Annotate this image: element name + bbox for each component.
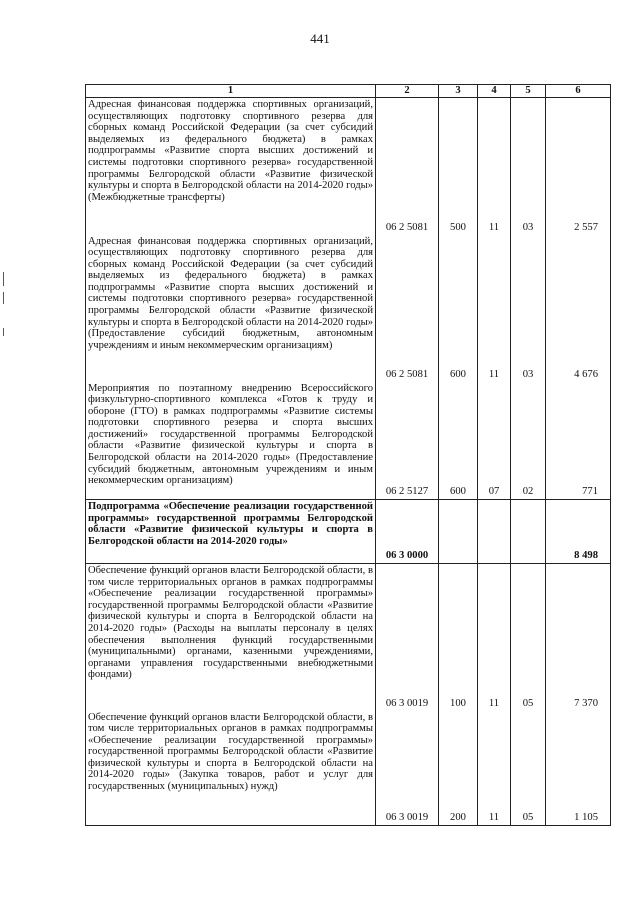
row-amount: 8 498 (546, 500, 611, 564)
scan-mark (3, 292, 4, 304)
row-target-code: 06 2 5081 (376, 98, 439, 235)
header-cell-2: 2 (376, 85, 439, 98)
table-row-subprogram (86, 500, 611, 564)
row-expense-type (439, 500, 478, 564)
page-number: 441 (310, 31, 330, 46)
row-expense-type: 500 (439, 98, 478, 235)
row-description: Адресная финансовая поддержка спортивных организаций, осуществляющих подготовку спортивного резерва для сборных команд Российской Федерации (за счет субсидий выделяемых из федерального бюджета) в рамках подпрограммы «Развитие спорта высших достижений и системы подготовки спортивного резерва» государственной программы Белгородской области «Развитие физической культуры и спорта в Белгородской области на 2014-2020 годы» (Межбюджетные трансферты) (86, 98, 376, 235)
table-row (86, 235, 611, 382)
header-cell-4: 4 (478, 85, 511, 98)
row-section: 11 (478, 711, 511, 826)
row-section (478, 500, 511, 564)
table-row (86, 382, 611, 500)
row-subsection (511, 500, 546, 564)
row-description: Адресная финансовая поддержка спортивных организаций, осуществляющих подготовку спортивного резерва для сборных команд Российской Федерации (за счет субсидий выделяемых из федерального бюджета) в рамках подпрограммы «Развитие спорта высших достижений и системы подготовки спортивного резерва» государственной программы Белгородской области «Развитие физической культуры и спорта в Белгородской области на 2014-2020 годы» (Предоставление субсидий бюджетным, автономным учреждениям и иным некоммерческим организациям) (86, 235, 376, 382)
row-subsection: 05 (511, 564, 546, 711)
row-description: Мероприятия по поэтапному внедрению Всероссийского физкультурно-спортивного комплекса «Готов к труду и обороне (ГТО) в рамках подпрограммы «Развитие системы подготовки спортивного резерва и спорта высших достижений» государственной программы Белгородской области «Развитие физической культуры и спорта в Белгородской области на 2014-2020 годы» (Предоставление субсидий бюджетным, автономным учреждениям и иным некоммерческим организациям) (86, 382, 376, 500)
table-header-row (86, 85, 611, 98)
table-row (86, 98, 611, 235)
scan-mark (3, 328, 4, 336)
header-cell-3: 3 (439, 85, 478, 98)
row-amount: 1 105 (546, 711, 611, 826)
row-amount: 771 (546, 382, 611, 500)
table-row (86, 564, 611, 711)
header-cell-6: 6 (546, 85, 611, 98)
row-subsection: 03 (511, 235, 546, 382)
row-description: Обеспечение функций органов власти Белгородской области, в том числе территориальных органов в рамках подпрограммы «Обеспечение реализации государственной программы» государственной программы Белгородской области «Развитие физической культуры и спорта в Белгородской области на 2014-2020 годы» (Расходы на выплаты персоналу в целях обеспечения выполнения функций государственными (муниципальными) органами, казенными учреждениями, органами управления государственными внебюджетными фондами) (86, 564, 376, 711)
row-section: 07 (478, 382, 511, 500)
row-target-code: 06 3 0019 (376, 711, 439, 826)
table-row (86, 711, 611, 826)
row-section: 11 (478, 564, 511, 711)
scan-mark (3, 272, 4, 286)
row-subsection: 05 (511, 711, 546, 826)
row-subsection: 03 (511, 98, 546, 235)
row-amount: 2 557 (546, 98, 611, 235)
row-target-code: 06 2 5081 (376, 235, 439, 382)
row-amount: 7 370 (546, 564, 611, 711)
row-expense-type: 200 (439, 711, 478, 826)
row-section: 11 (478, 235, 511, 382)
row-expense-type: 100 (439, 564, 478, 711)
row-target-code: 06 3 0019 (376, 564, 439, 711)
row-amount: 4 676 (546, 235, 611, 382)
row-subsection: 02 (511, 382, 546, 500)
row-section: 11 (478, 98, 511, 235)
row-expense-type: 600 (439, 382, 478, 500)
row-target-code: 06 2 5127 (376, 382, 439, 500)
header-cell-1: 1 (86, 85, 376, 98)
row-expense-type: 600 (439, 235, 478, 382)
row-target-code: 06 3 0000 (376, 500, 439, 564)
budget-table (85, 84, 611, 826)
row-description: Подпрограмма «Обеспечение реализации государственной программы» государственной программы Белгородской области «Развитие физической культуры и спорта в Белгородской области на 2014-2020 годы» (86, 500, 376, 564)
header-cell-5: 5 (511, 85, 546, 98)
row-description: Обеспечение функций органов власти Белгородской области, в том числе территориальных органов в рамках подпрограммы «Обеспечение реализации государственной программы» государственной программы Белгородской области «Развитие физической культуры и спорта в Белгородской области на 2014-2020 годы» (Закупка товаров, работ и услуг для государственных (муниципальных) нужд) (86, 711, 376, 826)
